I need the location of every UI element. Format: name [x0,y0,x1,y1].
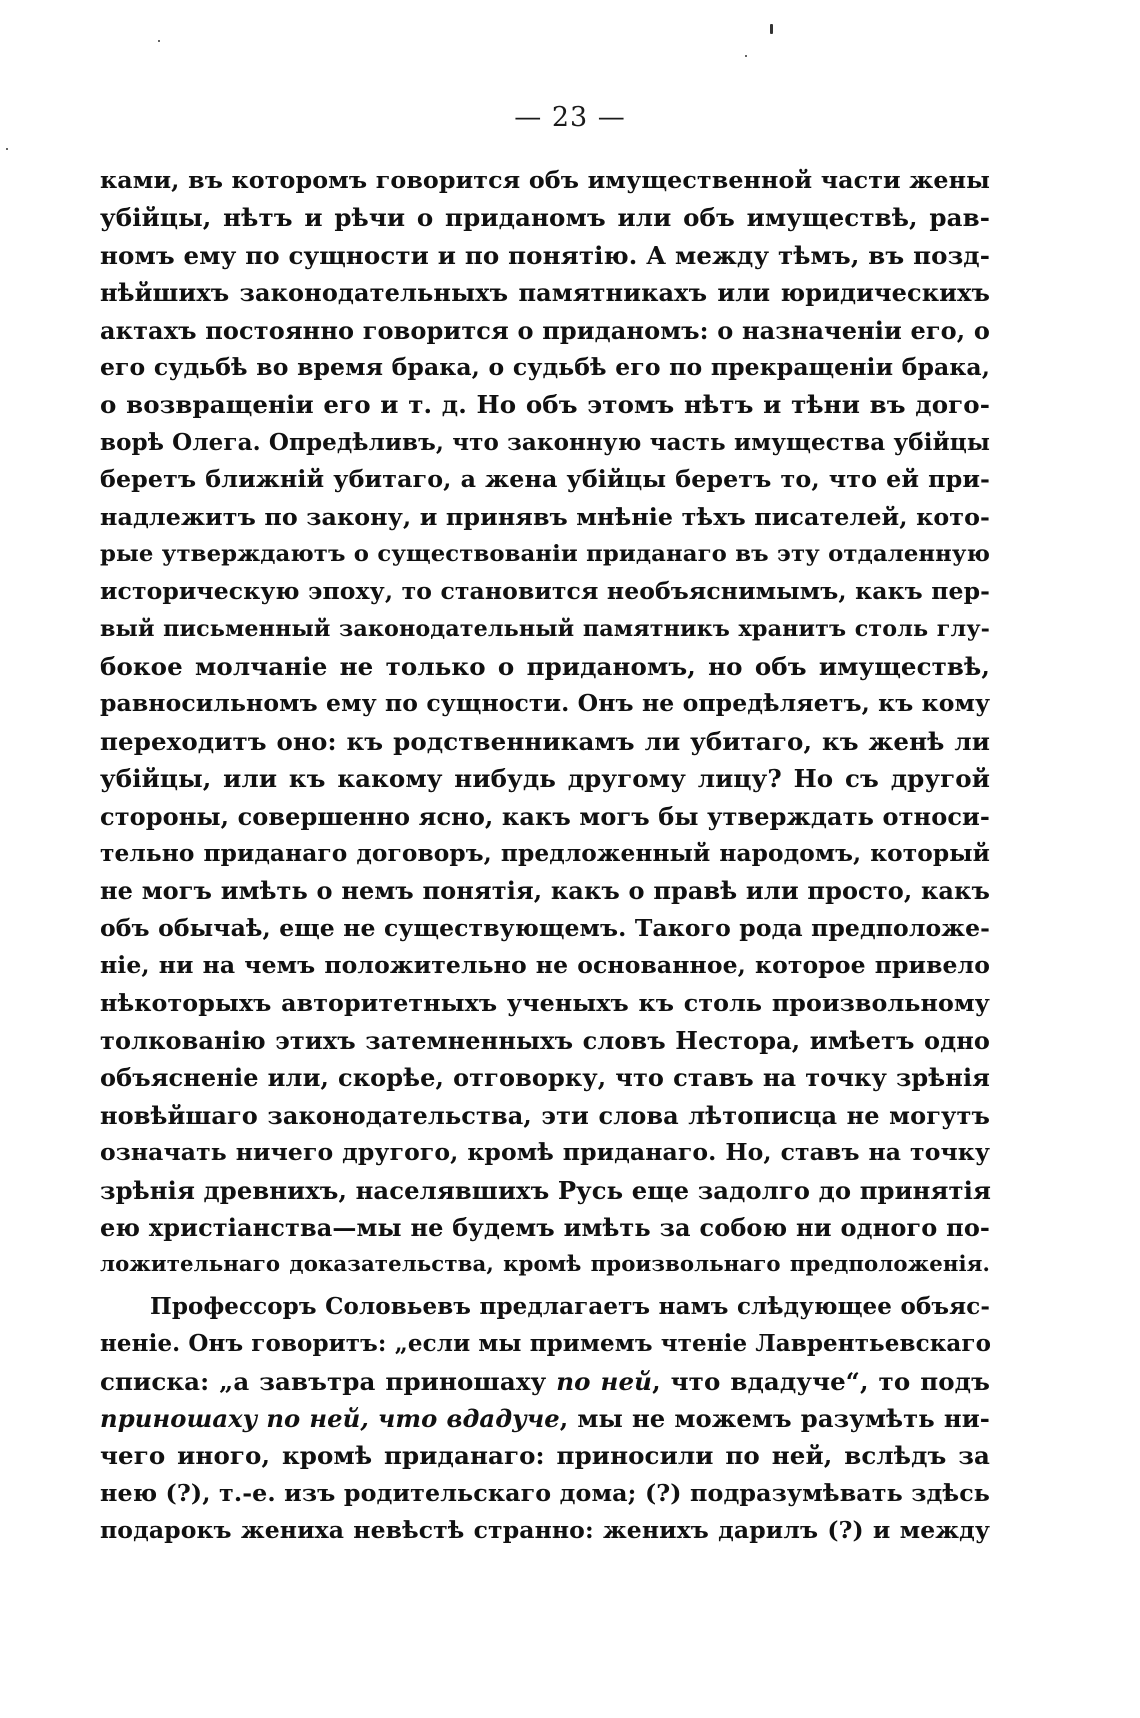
text-line: не могъ имѣть о немъ понятія, какъ о правѣ или просто, какъ [100,876,990,906]
scan-speck [770,24,773,34]
text-line [100,1363,990,1400]
text-line: объ обычаѣ, еще не существующемъ. Такого рода предположе- [100,913,990,942]
text-line: равносильномъ ему по сущности. Онъ не опредѣляетъ, къ кому [100,689,991,718]
text-line: означать ничего другого, кромѣ приданаго. Но, ставъ на точку [100,1138,990,1167]
text-line: ворѣ Олега. Опредѣливъ, что законную часть имущества убійцы [100,428,990,456]
paragraph [100,1288,990,1550]
text-line [100,1400,990,1437]
text-line: его судьбѣ во время брака, о судьбѣ его по прекращеніи брака, [100,352,990,381]
text-line: актахъ постоянно говорится о приданомъ: о назначеніи его, о [100,315,990,345]
text-line: чего иного, кромѣ приданаго: приносили по ней, вслѣдъ за [100,1441,990,1471]
text-run: , мы не можемъ разумѣть ни- [559,1403,990,1433]
text-line: Профессоръ Соловьевъ предлагаетъ намъ слѣдующее объяс- [150,1292,990,1320]
text-run: списка: „а завътра приношаху [100,1366,557,1396]
text-line: историческую эпоху, то становится необъяснимымъ, какъ пер- [100,577,990,606]
text-line: надлежитъ по закону, и принявъ мнѣніе тѣхъ писателей, кото- [100,502,990,531]
page-number: — 23 — [514,102,626,133]
text-line: неніе. Онъ говоритъ: „если мы примемъ чтеніе Лаврентьевскаго [100,1330,992,1358]
scan-speck [6,148,8,150]
text-line: переходитъ оно: къ родственникамъ ли убитаго, къ женѣ ли [100,726,990,756]
text-line: объясненіе или, скорѣе, отговорку, что ставъ на точку зрѣнія [100,1063,990,1093]
text-line: нѣкоторыхъ авторитетныхъ ученыхъ къ столь произвольному [100,988,990,1017]
text-line: нѣйшихъ законодательныхъ памятникахъ или юридическихъ [100,278,990,308]
text-line: ложительнаго доказательства, кромѣ произвольнаго предположенія. [100,1252,990,1278]
text-line: новѣйшаго законодательства, эти слова лѣтописца не могутъ [100,1100,990,1130]
text-line: о возвращеніи его и т. д. Но объ этомъ нѣтъ и тѣни въ дого- [100,390,990,420]
text-line: толкованію этихъ затемненныхъ словъ Нестора, имѣетъ одно [100,1025,990,1055]
text-line: стороны, совершенно ясно, какъ могъ бы утверждать относи- [100,801,990,831]
scan-speck [745,55,747,57]
text-line: вый письменный законодательный памятникъ хранитъ столь глу- [100,615,990,642]
body-text [100,162,990,1549]
text-line: подарокъ жениха невѣстѣ странно: женихъ дарилъ (?) и между [100,1516,990,1545]
text-line: нею (?), т.-е. изъ родительскаго дома; (?) подразумѣвать здѣсь [100,1478,990,1507]
italic-quote: приношаху по ней, что вдадуче [100,1403,560,1433]
text-run: , что вдадуче“, то подъ [652,1366,990,1396]
text-line: бокое молчаніе не только о приданомъ, но объ имуществѣ, [100,652,990,682]
text-line: номъ ему по сущности и по понятію. А между тѣмъ, въ позд- [100,240,990,270]
text-line: тельно приданаго договоръ, предложенный народомъ, который [100,840,990,868]
paragraph [100,162,990,1284]
text-line: ею христіанства—мы не будемъ имѣть за собою ни одного по- [100,1212,990,1242]
text-line: ніе, ни на чемъ положительно не основанное, которое привело [100,951,990,980]
text-line: беретъ ближній убитаго, а жена убійцы беретъ то, что ей при- [100,465,990,494]
text-line: зрѣнія древнихъ, населявшихъ Русь еще задолго до принятія [100,1175,992,1205]
text-line: рые утверждаютъ о существованіи приданаго въ эту отдаленную [100,540,990,567]
text-line: ками, въ которомъ говорится объ имущественной части жены [100,166,990,194]
italic-quote: по ней [556,1366,653,1396]
text-line: убійцы, или къ какому нибудь другому лицу? Но съ другой [100,764,990,794]
scan-speck [158,40,160,42]
text-line: убійцы, нѣтъ и рѣчи о приданомъ или объ имуществѣ, рав- [100,203,990,233]
